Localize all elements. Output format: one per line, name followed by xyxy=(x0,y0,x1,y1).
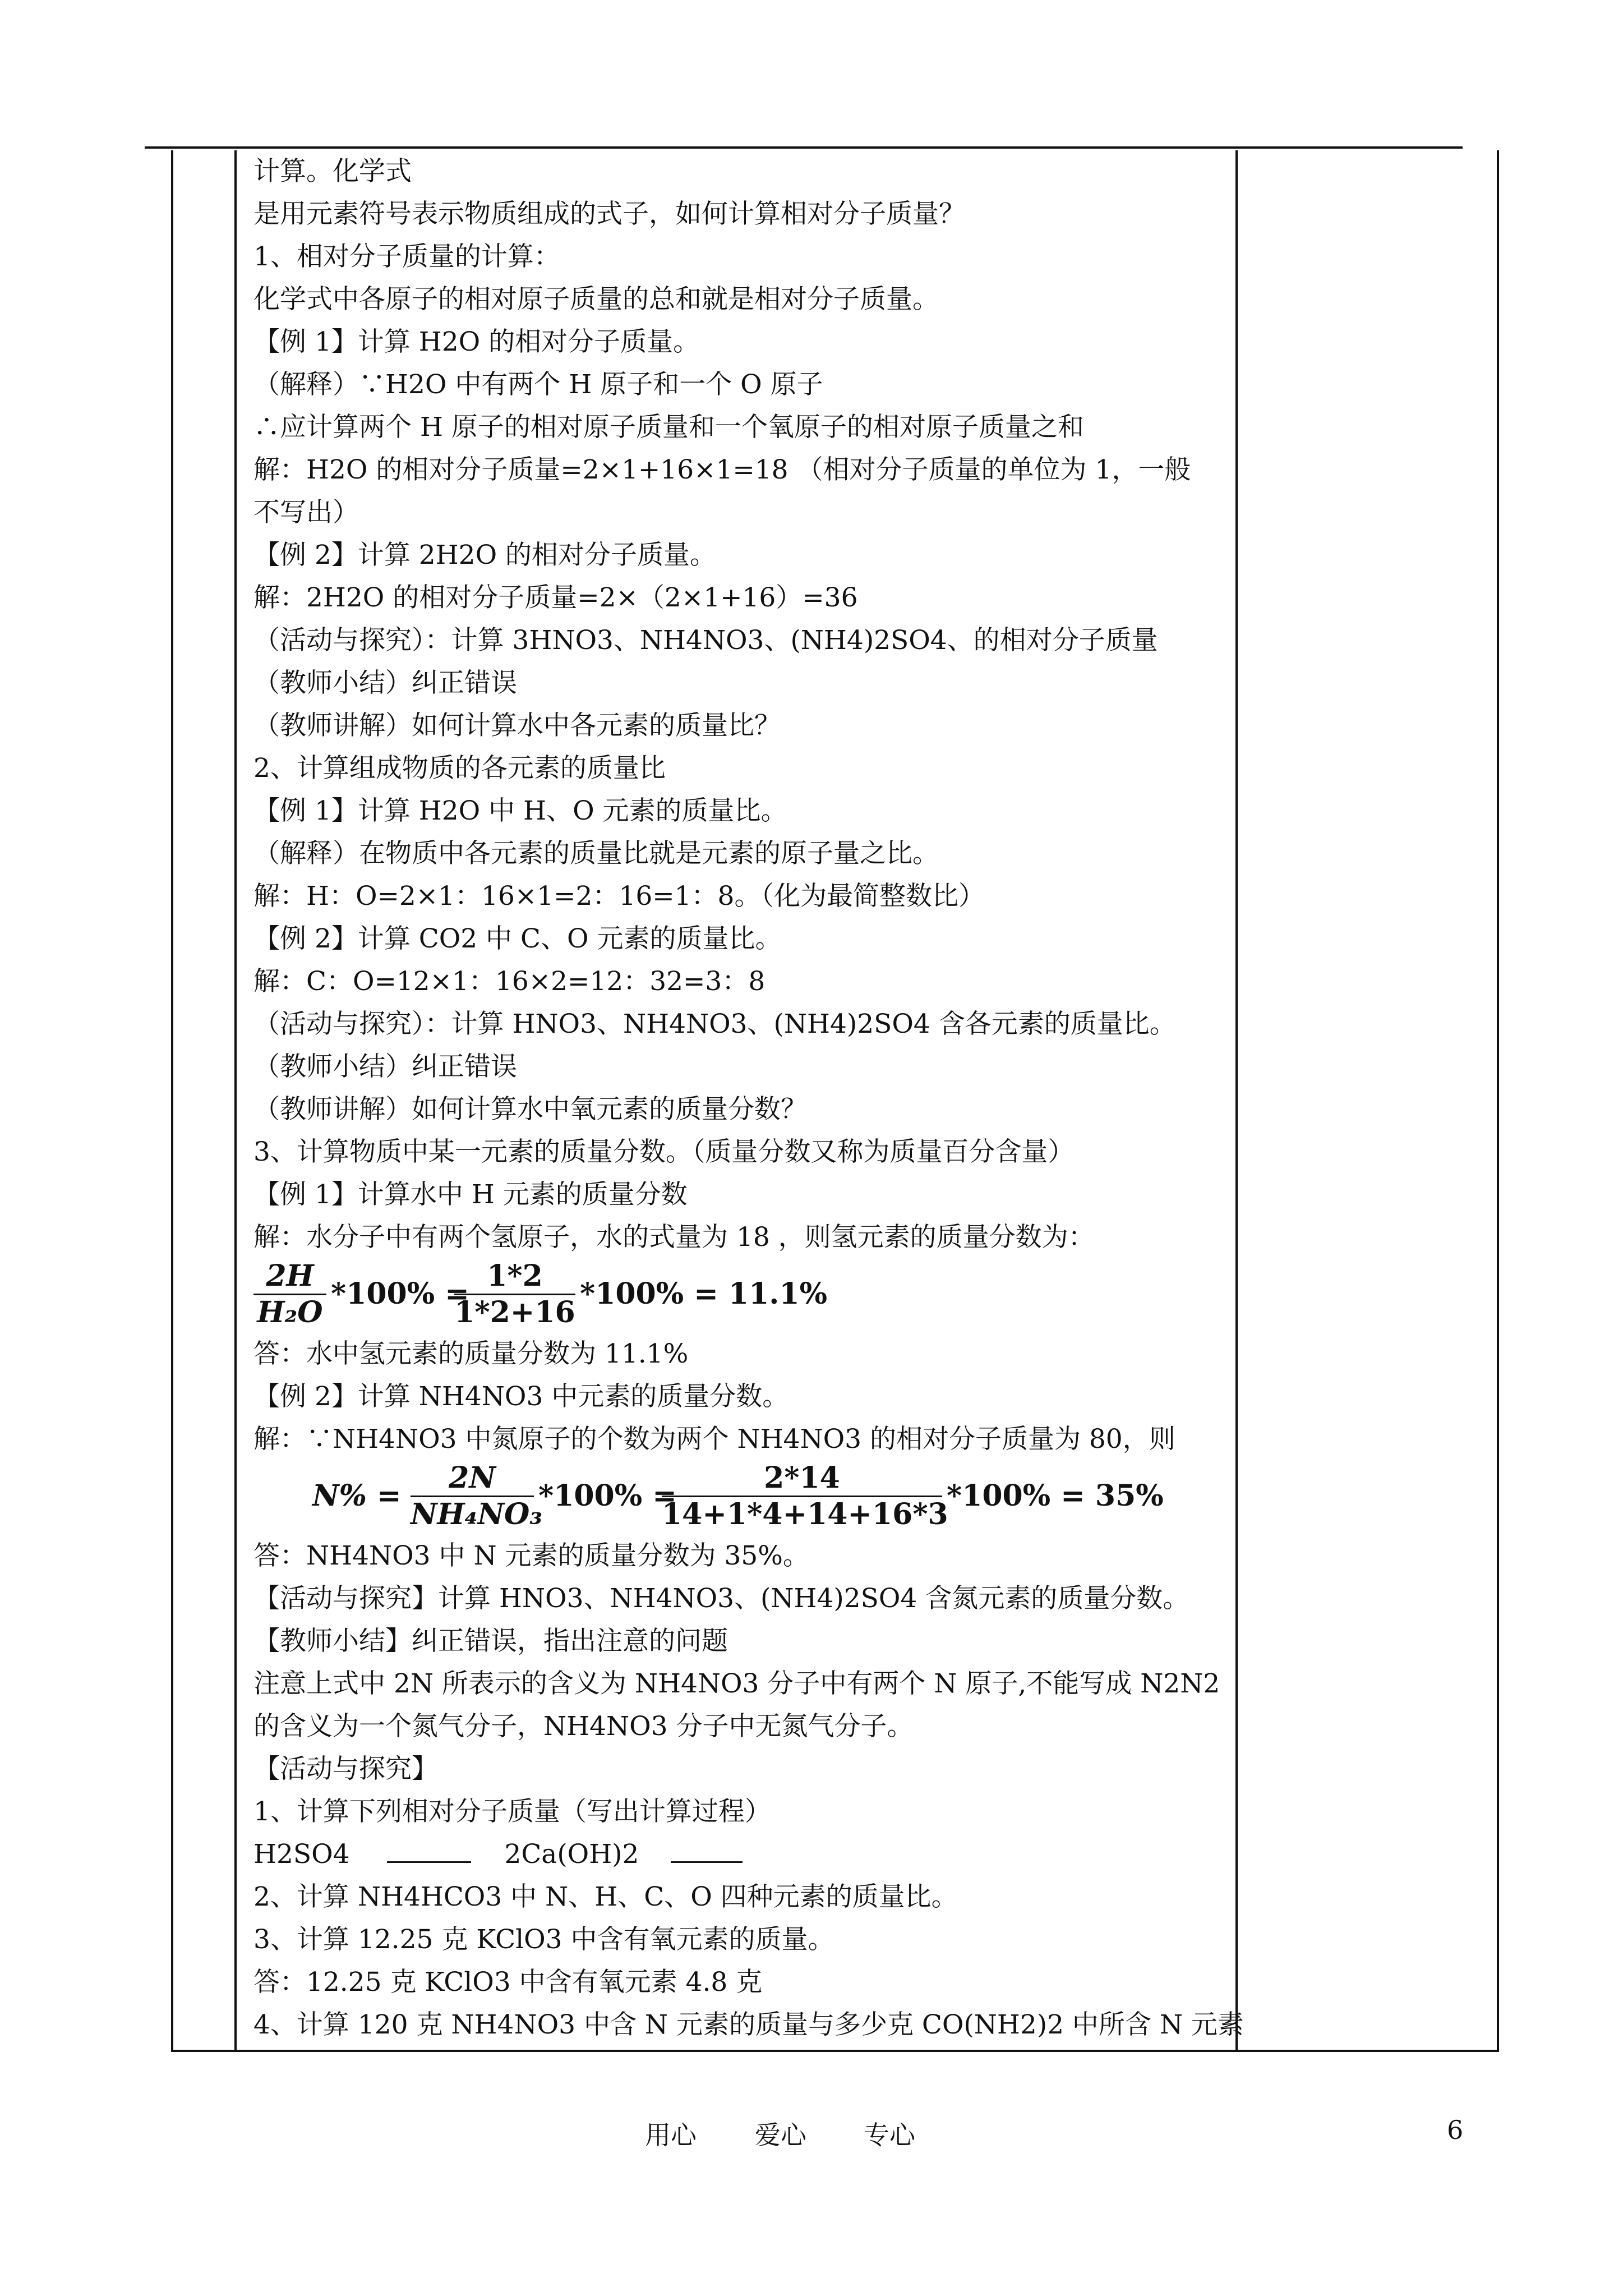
formula-nitrogen-percent xyxy=(253,1461,1218,1535)
formula-operator: *100% = xyxy=(538,1479,677,1513)
text-line: （解释）在物质中各元素的质量比就是元素的原子量之比。 xyxy=(253,838,939,869)
table-column-divider xyxy=(234,150,237,2052)
text-line: 解：H2O 的相对分子质量=2×1+16×1=18 （相对分子质量的单位为 1，一般 xyxy=(253,454,1191,485)
formula-numerator: 1*2 xyxy=(487,1259,543,1293)
fraction-2h-over-h2o xyxy=(253,1259,326,1330)
footer-motto-1: 用心 xyxy=(645,2120,697,2150)
text-line: 【例 2】计算 2H2O 的相对分子质量。 xyxy=(253,540,717,570)
formula-denominator: H₂O xyxy=(257,1295,323,1329)
footer-motto-3: 专心 xyxy=(864,2120,915,2150)
formula-denominator: 14+1*4+14+16*3 xyxy=(662,1497,948,1531)
fraction-2n-over-nh4no3 xyxy=(411,1461,543,1532)
text-line: 【活动与探究】计算 HNO3、NH4NO3、(NH4)2SO4 含氮元素的质量分数。 xyxy=(253,1583,1189,1614)
footer-motto-2: 爱心 xyxy=(755,2120,806,2150)
text-line: 4、计算 120 克 NH4NO3 中含 N 元素的质量与多少克 CO(NH2)2 中所含 N 元素 xyxy=(253,2009,1244,2040)
formula-numerator: 2*14 xyxy=(764,1461,840,1495)
page-number: 6 xyxy=(1447,2115,1464,2145)
text-line: 解：H：O=2×1：16×1=2：16=1：8。（化为最简整数比） xyxy=(253,881,985,912)
table-column-divider xyxy=(1235,150,1238,2052)
text-line: （教师讲解）如何计算水中各元素的质量比？ xyxy=(253,710,781,741)
text-line: （活动与探究）：计算 3HNO3、NH4NO3、(NH4)2SO4、的相对分子质量 xyxy=(253,625,1158,656)
text-line: 3、计算 12.25 克 KClO3 中含有氧元素的质量。 xyxy=(253,1924,834,1955)
formula-lhs: N% = xyxy=(312,1479,402,1513)
text-line: 2、计算 NH4HCO3 中 N、H、C、O 四种元素的质量比。 xyxy=(253,1881,958,1912)
text-block-3 xyxy=(253,1535,1218,1833)
formula-numerator: 2H xyxy=(266,1259,314,1293)
text-line: 的含义为一个氮气分子，NH4NO3 分子中无氮气分子。 xyxy=(253,1711,914,1742)
text-line: 注意上式中 2N 所表示的含义为 NH4NO3 分子中有两个 N 原子,不能写成 N2N2 xyxy=(253,1668,1220,1699)
fill-in-line xyxy=(253,1833,1218,1876)
text-line: 答：水中氢元素的质量分数为 11.1% xyxy=(253,1338,689,1369)
text-line: 解：C：O=12×1：16×2=12：32=3：8 xyxy=(253,966,766,997)
header-rule xyxy=(145,146,1463,149)
formula-operator: *100% = xyxy=(331,1277,469,1311)
text-line: 2、计算组成物质的各元素的质量比 xyxy=(253,753,666,784)
table-border-bottom xyxy=(171,2050,1499,2052)
text-line: 解：2H2O 的相对分子质量=2×（2×1+16）=36 xyxy=(253,582,858,613)
text-line: 【例 2】计算 CO2 中 C、O 元素的质量比。 xyxy=(253,923,782,954)
text-line: （教师小结）纠正错误 xyxy=(253,1051,517,1082)
answer-blank[interactable] xyxy=(387,1839,471,1863)
text-block-4 xyxy=(253,1876,1244,2046)
fraction-numeric xyxy=(662,1461,948,1532)
text-line: 是用元素符号表示物质组成的式子，如何计算相对分子质量？ xyxy=(253,199,965,229)
formula-numerator: 2N xyxy=(449,1461,496,1495)
text-block-2 xyxy=(253,1333,1218,1461)
text-line: 解：∵NH4NO3 中氮原子的个数为两个 NH4NO3 的相对分子质量为 80，则 xyxy=(253,1424,1175,1455)
text-line: （解释）∵H2O 中有两个 H 原子和一个 O 原子 xyxy=(253,369,823,400)
text-line: 解：水分子中有两个氢原子，水的式量为 18 ，则氢元素的质量分数为： xyxy=(253,1222,1095,1253)
text-line: 化学式中各原子的相对原子质量的总和就是相对分子质量。 xyxy=(253,284,939,315)
formula-2caoh2: 2Ca(OH)2 xyxy=(504,1839,639,1870)
formula-denominator: 1*2+16 xyxy=(454,1295,575,1329)
text-line: （教师小结）纠正错误 xyxy=(253,668,517,698)
text-line: 【例 1】计算 H2O 的相对分子质量。 xyxy=(253,326,700,357)
text-line: 1、相对分子质量的计算： xyxy=(253,241,560,272)
fraction-numeric xyxy=(454,1259,575,1330)
text-line: （教师讲解）如何计算水中氧元素的质量分数？ xyxy=(253,1094,807,1125)
text-line: 3、计算物质中某一元素的质量分数。（质量分数又称为质量百分含量） xyxy=(253,1137,1075,1167)
text-line: 1、计算下列相对分子质量（写出计算过程） xyxy=(253,1796,771,1827)
text-line: 计算。化学式 xyxy=(253,156,412,187)
table-border-right xyxy=(1497,150,1499,2052)
text-line: 【活动与探究】 xyxy=(253,1754,438,1784)
table-border-left xyxy=(171,150,173,2052)
text-block-1 xyxy=(253,150,1218,1259)
text-line: 【教师小结】纠正错误，指出注意的问题 xyxy=(253,1626,728,1657)
text-line: 【例 2】计算 NH4NO3 中元素的质量分数。 xyxy=(253,1381,789,1412)
lesson-content xyxy=(253,150,1244,2046)
formula-h2so4: H2SO4 xyxy=(253,1839,350,1870)
formula-result: *100% = 35% xyxy=(947,1479,1164,1513)
text-line: 答：NH4NO3 中 N 元素的质量分数为 35%。 xyxy=(253,1540,809,1571)
formula-hydrogen-percent xyxy=(253,1259,1218,1333)
text-line: 【例 1】计算水中 H 元素的质量分数 xyxy=(253,1179,688,1210)
text-line: 【例 1】计算 H2O 中 H、O 元素的质量比。 xyxy=(253,795,787,826)
text-line: 答：12.25 克 KClO3 中含有氧元素 4.8 克 xyxy=(253,1967,763,1998)
formula-result: *100% = 11.1% xyxy=(580,1277,827,1311)
text-line: 不写出） xyxy=(253,497,359,528)
answer-blank[interactable] xyxy=(671,1839,743,1863)
text-line: ∴应计算两个 H 原子的相对原子质量和一个氧原子的相对原子质量之和 xyxy=(253,412,1084,443)
text-line: （活动与探究）：计算 HNO3、NH4NO3、(NH4)2SO4 含各元素的质量比。 xyxy=(253,1009,1176,1039)
formula-denominator: NH₄NO₃ xyxy=(411,1497,543,1531)
